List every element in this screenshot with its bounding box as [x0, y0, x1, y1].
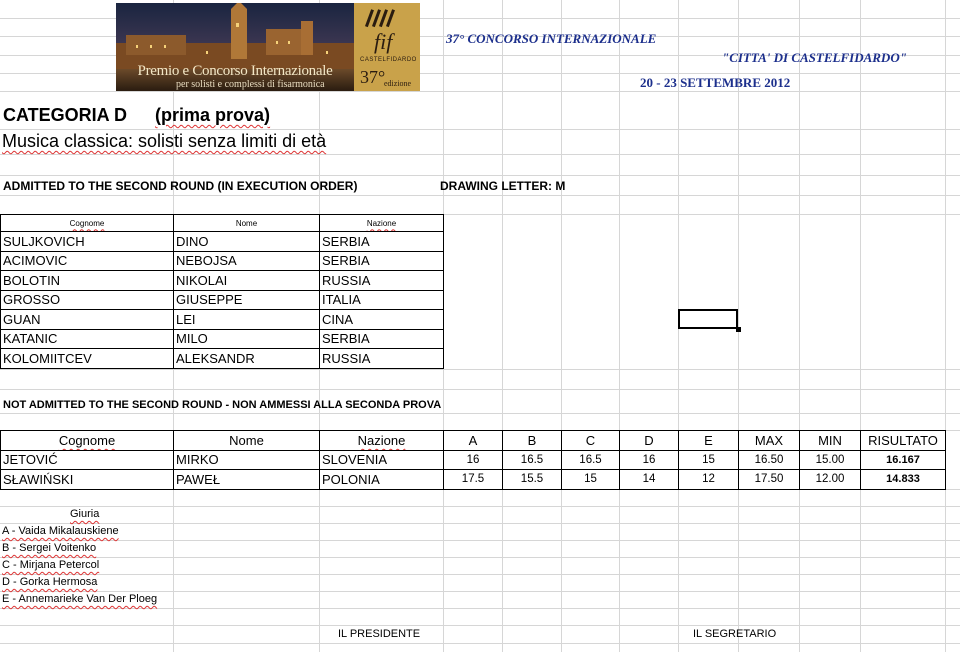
table-row — [1, 232, 444, 252]
cell-score-b[interactable]: 16.5 — [503, 450, 562, 470]
cell-surname[interactable]: SULJKOVICH — [1, 232, 174, 252]
table-row — [1, 349, 444, 369]
jury-member-text: C - Mirjana Petercol — [2, 559, 100, 571]
drawing-letter: DRAWING LETTER: M — [440, 179, 566, 193]
category-title — [3, 105, 270, 126]
table-row — [1, 470, 946, 490]
jury-member — [2, 542, 96, 554]
category-round: (prima prova) — [155, 105, 271, 125]
cell-score-c[interactable]: 16.5 — [562, 450, 620, 470]
cell-score-a[interactable]: 16 — [444, 450, 503, 470]
contest-dates: 20 - 23 SETTEMBRE 2012 — [640, 75, 791, 90]
cell-surname[interactable]: SŁAWIŃSKI — [1, 470, 174, 490]
cell-result[interactable]: 14.833 — [861, 470, 946, 490]
cell-score-d[interactable]: 14 — [620, 470, 679, 490]
secretary-label: IL SEGRETARIO — [693, 628, 777, 640]
jury-member — [2, 593, 157, 605]
not-admitted-table — [0, 430, 946, 490]
jury-member-text: B - Sergei Voitenko — [2, 542, 97, 554]
cell-country[interactable]: SERBIA — [320, 251, 444, 271]
admitted-heading: ADMITTED TO THE SECOND ROUND (IN EXECUTION ORDER) — [3, 179, 358, 193]
cell-country[interactable]: SLOVENIA — [320, 450, 444, 470]
edition-number: 37° — [360, 67, 386, 87]
cell-score-e[interactable]: 15 — [679, 450, 739, 470]
col-judge-d: D — [620, 431, 679, 451]
president-label: IL PRESIDENTE — [338, 628, 421, 640]
cell-score-d[interactable]: 16 — [620, 450, 679, 470]
cell-country[interactable]: SERBIA — [320, 232, 444, 252]
cell-country[interactable]: ITALIA — [320, 290, 444, 310]
accordion-logo-icon — [364, 7, 404, 29]
cell-result[interactable]: 16.167 — [861, 450, 946, 470]
cell-name[interactable]: PAWEŁ — [174, 470, 320, 490]
jury-member-text: D - Gorka Hermosa — [2, 576, 98, 588]
col-nome: Nome — [174, 215, 320, 232]
admitted-table — [0, 214, 444, 369]
jury-heading-text: Giuria — [70, 508, 100, 520]
cell-country[interactable]: SERBIA — [320, 329, 444, 349]
col-judge-e: E — [679, 431, 739, 451]
table-row — [1, 310, 444, 330]
cell-min[interactable]: 15.00 — [800, 450, 861, 470]
col-max: MAX — [739, 431, 800, 451]
col-judge-c: C — [562, 431, 620, 451]
table-row — [1, 450, 946, 470]
col-nazione: Nazione — [366, 218, 397, 228]
cell-country[interactable]: CINA — [320, 310, 444, 330]
cell-max[interactable]: 16.50 — [739, 450, 800, 470]
col-cognome: Cognome — [58, 432, 116, 448]
not-admitted-header-row — [1, 431, 946, 451]
cell-name[interactable]: ALEKSANDR — [174, 349, 320, 369]
table-row — [1, 271, 444, 291]
cell-country[interactable]: RUSSIA — [320, 349, 444, 369]
table-row — [1, 329, 444, 349]
cell-name[interactable]: NIKOLAI — [174, 271, 320, 291]
castle-silhouette-icon — [116, 3, 354, 69]
not-admitted-heading: NOT ADMITTED TO THE SECOND ROUND - NON AMMESSI ALLA SECONDA PROVA — [3, 399, 442, 411]
cell-surname[interactable]: GROSSO — [1, 290, 174, 310]
cell-country[interactable]: RUSSIA — [320, 271, 444, 291]
cell-country[interactable]: POLONIA — [320, 470, 444, 490]
col-cognome: Cognome — [69, 218, 105, 228]
edition-word: edizione — [384, 79, 412, 88]
contest-city: "CITTA' DI CASTELFIDARDO" — [722, 50, 907, 65]
festival-banner-image — [116, 3, 420, 91]
banner-subtitle: per solisti e complessi di fisarmonica — [176, 79, 325, 90]
category-label: CATEGORIA D — [3, 105, 127, 125]
fill-handle[interactable] — [736, 327, 741, 332]
jury-member-text: A - Vaida Mikalauskiene — [2, 525, 119, 537]
table-row — [1, 290, 444, 310]
table-row — [1, 251, 444, 271]
jury-member — [2, 576, 97, 588]
cell-surname[interactable]: KOLOMIITCEV — [1, 349, 174, 369]
cell-name[interactable]: DINO — [174, 232, 320, 252]
cell-surname[interactable]: ACIMOVIC — [1, 251, 174, 271]
col-judge-b: B — [503, 431, 562, 451]
jury-heading — [70, 508, 99, 520]
col-risultato: RISULTATO — [861, 431, 946, 451]
col-nome: Nome — [174, 431, 320, 451]
col-min: MIN — [800, 431, 861, 451]
category-subtitle: Musica classica: solisti senza limiti di età — [2, 131, 327, 151]
cell-score-e[interactable]: 12 — [679, 470, 739, 490]
cell-name[interactable]: MILO — [174, 329, 320, 349]
cell-score-a[interactable]: 17.5 — [444, 470, 503, 490]
cell-name[interactable]: GIUSEPPE — [174, 290, 320, 310]
admitted-header-row — [1, 215, 444, 232]
cell-name[interactable]: NEBOJSA — [174, 251, 320, 271]
cell-min[interactable]: 12.00 — [800, 470, 861, 490]
selected-cell[interactable] — [678, 309, 738, 329]
cell-score-c[interactable]: 15 — [562, 470, 620, 490]
cell-score-b[interactable]: 15.5 — [503, 470, 562, 490]
cell-surname[interactable]: GUAN — [1, 310, 174, 330]
jury-member — [2, 525, 119, 537]
cell-surname[interactable]: KATANIC — [1, 329, 174, 349]
logo-text: fif — [374, 29, 393, 54]
cell-name[interactable]: LEI — [174, 310, 320, 330]
cell-surname[interactable]: JETOVIĆ — [1, 450, 174, 470]
col-judge-a: A — [444, 431, 503, 451]
jury-member — [2, 559, 99, 571]
cell-name[interactable]: MIRKO — [174, 450, 320, 470]
col-nazione: Nazione — [357, 432, 406, 448]
contest-title: 37° CONCORSO INTERNAZIONALE — [446, 31, 657, 46]
jury-member-text: E - Annemarieke Van Der Ploeg — [2, 593, 158, 605]
cell-max[interactable]: 17.50 — [739, 470, 800, 490]
cell-surname[interactable]: BOLOTIN — [1, 271, 174, 291]
banner-title: Premio e Concorso Internazionale — [137, 63, 333, 79]
logo-subtext: CASTELFIDARDO — [360, 57, 417, 63]
